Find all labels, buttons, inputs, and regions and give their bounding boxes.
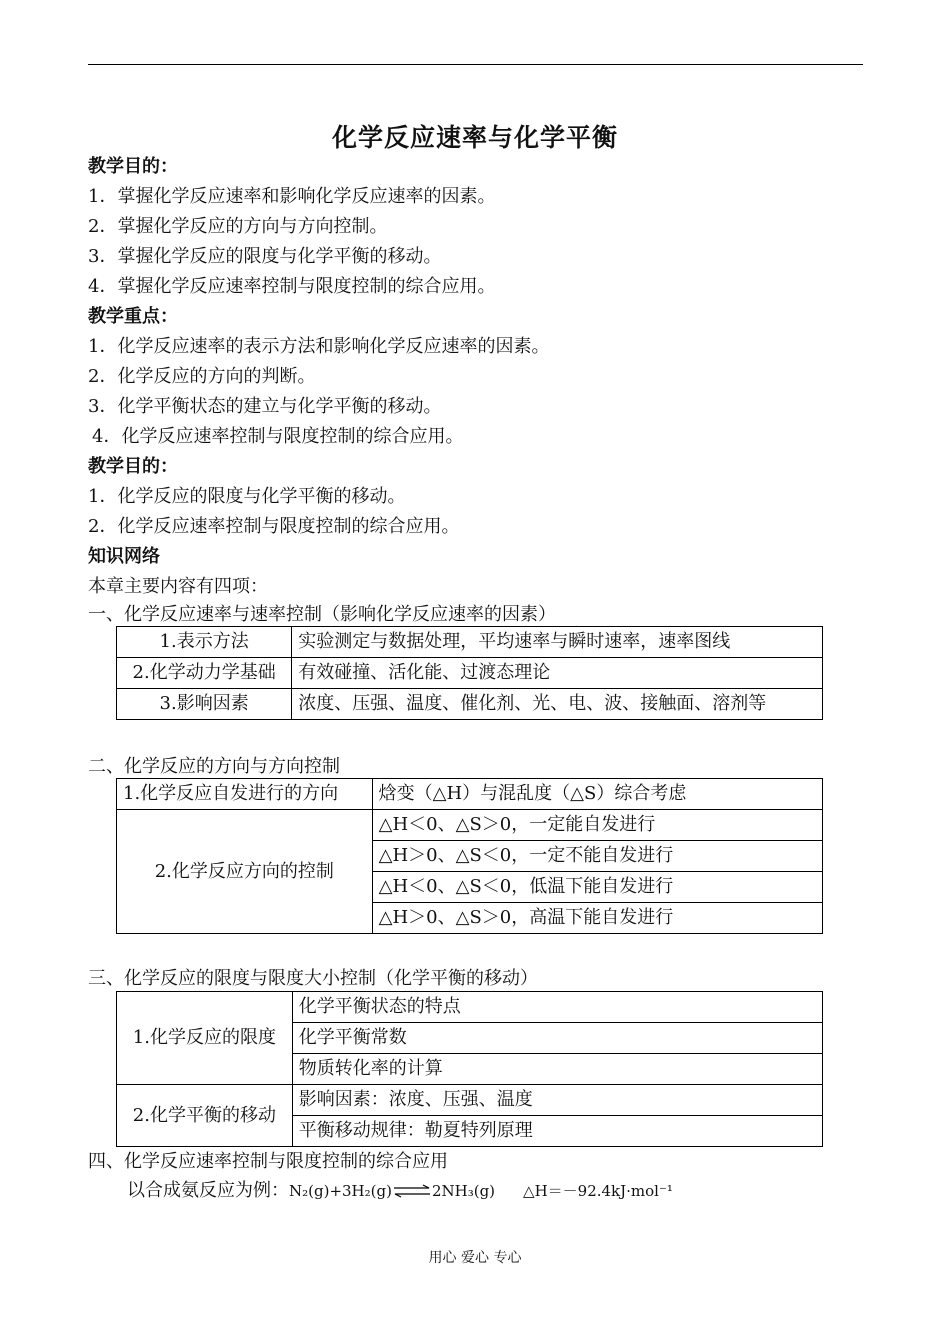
table-row bbox=[117, 658, 823, 689]
part3-table bbox=[116, 991, 823, 1147]
table-row bbox=[117, 689, 823, 720]
table-cell-label: 2.化学平衡的移动 bbox=[117, 1085, 293, 1147]
table-cell-label: 1.表示方法 bbox=[117, 627, 292, 658]
table-row bbox=[117, 627, 823, 658]
part4-title: 四、化学反应速率控制与限度控制的综合应用 bbox=[88, 1151, 448, 1172]
objective2-item: 1．化学反应的限度与化学平衡的移动。 bbox=[88, 486, 406, 507]
keypoint-item: 2．化学反应的方向的判断。 bbox=[88, 366, 316, 387]
table-row bbox=[117, 1085, 823, 1116]
table-cell-content: 物质转化率的计算 bbox=[292, 1054, 822, 1085]
page-footer: 用心 爱心 专心 bbox=[428, 1250, 522, 1266]
objective2-item: 2．化学反应速率控制与限度控制的综合应用。 bbox=[88, 516, 460, 537]
example-prefix: 以合成氨反应为例： bbox=[127, 1180, 289, 1201]
part3-title: 三、化学反应的限度与限度大小控制（化学平衡的移动） bbox=[88, 968, 538, 989]
table-cell-content: 影响因素：浓度、压强、温度 bbox=[292, 1085, 822, 1116]
objectives-heading: 教学目的： bbox=[88, 156, 178, 177]
part2-title: 二、化学反应的方向与方向控制 bbox=[88, 756, 340, 777]
table-cell-content: 实验测定与数据处理，平均速率与瞬时速率，速率图线 bbox=[292, 627, 823, 658]
table-cell-content: 焓变（△H）与混乱度（△S）综合考虑 bbox=[372, 779, 822, 810]
table-cell-content: 平衡移动规律：勒夏特列原理 bbox=[292, 1116, 822, 1147]
network-heading: 知识网络 bbox=[88, 546, 160, 567]
reaction-example bbox=[127, 1176, 673, 1202]
table-cell-label: 3.影响因素 bbox=[117, 689, 292, 720]
table-row bbox=[117, 779, 823, 810]
table-cell-content: 浓度、压强、温度、催化剂、光、电、波、接触面、溶剂等 bbox=[292, 689, 823, 720]
keypoints-heading: 教学重点： bbox=[88, 306, 178, 327]
network-intro: 本章主要内容有四项： bbox=[88, 576, 268, 597]
objective-item: 1．掌握化学反应速率和影响化学反应速率的因素。 bbox=[88, 186, 496, 207]
keypoint-item: 4．化学反应速率控制与限度控制的综合应用。 bbox=[92, 426, 464, 447]
table-cell-content: △H＞0、△S＜0，一定不能自发进行 bbox=[372, 841, 822, 872]
table-row bbox=[117, 992, 823, 1023]
table-cell-label: 2.化学动力学基础 bbox=[117, 658, 292, 689]
objective-item: 2．掌握化学反应的方向与方向控制。 bbox=[88, 216, 388, 237]
keypoint-item: 1．化学反应速率的表示方法和影响化学反应速率的因素。 bbox=[88, 336, 550, 357]
keypoint-item: 3．化学平衡状态的建立与化学平衡的移动。 bbox=[88, 396, 442, 417]
equilibrium-arrow-icon bbox=[392, 1184, 432, 1198]
table-cell-label: 1.化学反应自发进行的方向 bbox=[117, 779, 373, 810]
page-title: 化学反应速率与化学平衡 bbox=[331, 123, 618, 152]
enthalpy: △H＝－92.4kJ·mol⁻¹ bbox=[523, 1182, 673, 1200]
table-cell-content: 化学平衡常数 bbox=[292, 1023, 822, 1054]
part1-table bbox=[116, 626, 823, 720]
table-cell-content: △H＞0、△S＞0，高温下能自发进行 bbox=[372, 903, 822, 934]
table-cell-content: 有效碰撞、活化能、过渡态理论 bbox=[292, 658, 823, 689]
table-cell-content: △H＜0、△S＞0，一定能自发进行 bbox=[372, 810, 822, 841]
table-row bbox=[117, 810, 823, 841]
objectives2-heading: 教学目的： bbox=[88, 456, 178, 477]
reactants: N₂(g)+3H₂(g) bbox=[289, 1182, 392, 1200]
table-cell-content: 化学平衡状态的特点 bbox=[292, 992, 822, 1023]
objective-item: 3．掌握化学反应的限度与化学平衡的移动。 bbox=[88, 246, 442, 267]
part1-title: 一、化学反应速率与速率控制（影响化学反应速率的因素） bbox=[88, 604, 556, 625]
objective-item: 4．掌握化学反应速率控制与限度控制的综合应用。 bbox=[88, 276, 496, 297]
table-cell-content: △H＜0、△S＜0，低温下能自发进行 bbox=[372, 872, 822, 903]
header-rule bbox=[88, 64, 863, 65]
part2-table bbox=[116, 778, 823, 934]
table-cell-label: 2.化学反应方向的控制 bbox=[117, 810, 373, 934]
table-cell-label: 1.化学反应的限度 bbox=[117, 992, 293, 1085]
products: 2NH₃(g) bbox=[431, 1182, 496, 1200]
